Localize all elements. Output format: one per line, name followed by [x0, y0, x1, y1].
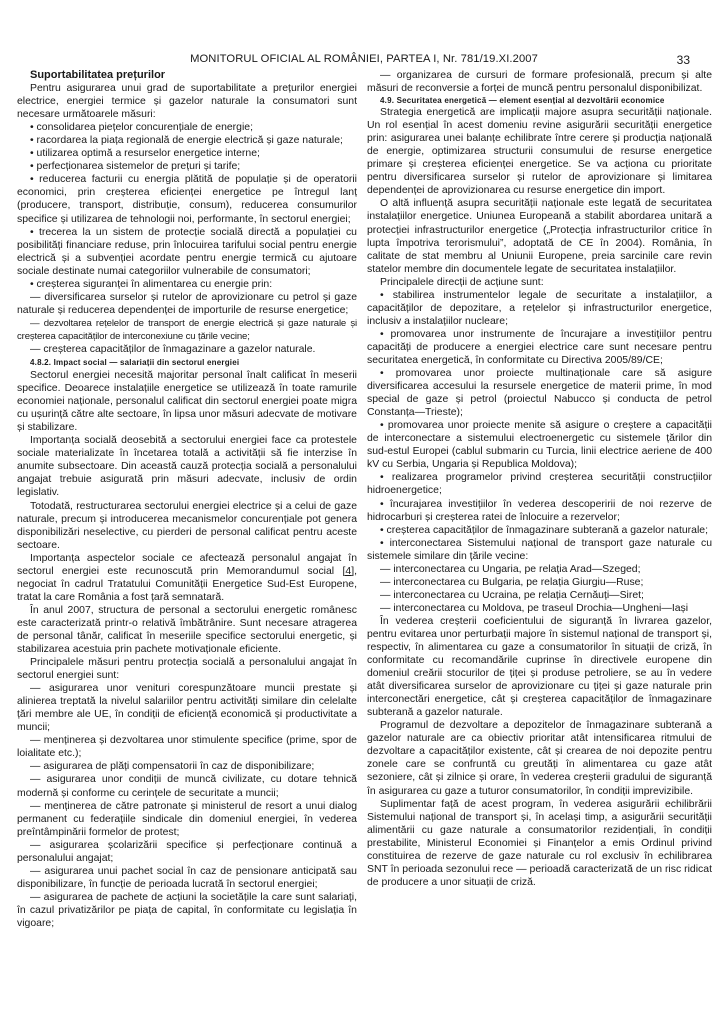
dash-item: — organizarea de cursuri de formare profesională, precum și alte măsuri de reconversie a forței de muncă pentru personalul disponibilizat. [367, 70, 712, 95]
bullet-item: • realizarea programelor privind creșterea securității construcțiilor hidroenergetice; [367, 472, 712, 497]
dash-item: — interconectarea cu Ucraina, pe relația Cernăuți—Siret; [380, 589, 644, 601]
subsection-heading: 4.9. Securitatea energetică — element esențial al dezvoltării economice [380, 96, 665, 106]
paragraph: Sectorul energiei necesită majoritar personal înalt calificat în meserii specifice. Deoarece instalațiile energetice se utilizează în toate ramurile economiei naționale, personalul calificat din sectorul energiei poate migra cu ușurință către alte sectoare, în lipsa unor măsuri adecvate de motivare și stabilizare. [17, 370, 357, 434]
dash-item: — menținerea de către patronate și ministerul de resort a unui dialog permanent cu federațiile sindicale din domeniul energiei, în vederea preîntâmpinării formelor de protest; [17, 800, 357, 838]
dash-item: — interconectarea cu Bulgaria, pe relația Giurgiu—Ruse; [380, 576, 644, 588]
right-column [367, 69, 712, 889]
dash-item: — interconectarea cu Ungaria, pe relația Arad—Szeged; [380, 563, 641, 575]
paragraph: Pentru asigurarea unui grad de suportabilitate a prețurilor energiei electrice, energiei termice și gazelor naturale la consumatori sunt necesare următoarele măsuri: [17, 83, 357, 121]
bullet-item: • perfecționarea sistemelor de prețuri și tarife; [30, 161, 241, 173]
dash-item: — dezvoltarea rețelelor de transport de energie electrică și gaze naturale și creșterea capacităților de interconexiune cu țările vecine; [17, 317, 357, 342]
page-number: 33 [676, 53, 690, 67]
bullet-item: • creșterea siguranței în alimentarea cu energie prin: [30, 278, 273, 290]
paragraph: În vederea creșterii coeficientului de siguranță în livrarea gazelor, pentru evitarea unor perturbații majore în sistemul național de transport și, respectiv, în alimentarea cu gaze a consumatorilor în situații de criză, în conformitate cu recomandările cuprinse în directivele europene din domeniul creării stocurilor de țiței și produse petroliere, se au în vedere atât diversificarea surselor de aprovizionare cu țiței și gaze naturale prin interconectări energetice, cât și creșterea capacităților de înmagazinare subterană a gazelor naturale. [367, 615, 712, 719]
publication-title: MONITORUL OFICIAL AL ROMÂNIEI, PARTEA I, Nr. 781/19.XI.2007 [190, 53, 538, 65]
dash-item: — asigurarea unui pachet social în caz de pensionare anticipată sau disponibilizare, în funcție de perioada lucrată în sectorul energiei; [17, 865, 357, 890]
paragraph: În anul 2007, structura de personal a sectorului energetic românesc este caracterizată printr-o relativă îmbătrânire. Sunt necesare atragerea de personal tânăr, calificat în meseriile specifice sectorului energetic, și stabilizarea acestuia prin pachete motivaționale eficiente. [17, 604, 357, 656]
paragraph: Principalele măsuri pentru protecția socială a personalului angajat în sectorul energiei sunt: [17, 657, 357, 682]
bullet-item: • promovarea unor instrumente de încurajare a investițiilor pentru capacități de producere a energiei electrice care sunt necesare pentru securitatea energetică, în conformitate cu Directiva 2005/89/CE; [367, 328, 712, 366]
bullet-item: • promovarea unor proiecte multinaționale care să asigure diversificarea accesului la resursele energetice de materii prime, în mod special de gaze și petrol (proiectul Nabucco și conducta de petrol Constanța—Trieste); [367, 368, 712, 419]
dash-item: — diversificarea surselor și rutelor de aprovizionare cu petrol și gaze naturale și reducerea dependenței de importurile de resurse energetice; [17, 291, 357, 316]
paragraph: Principalele direcții de acțiune sunt: [380, 276, 544, 288]
dash-item: — menținerea și dezvoltarea unor stimulente specifice (prime, spor de loialitate etc.); [17, 735, 357, 760]
paragraph [17, 552, 357, 604]
dash-item: — asigurarea școlarizării specifice și perfecționare continuă a personalului angajat; [17, 839, 357, 864]
paragraph: Totodată, restructurarea sectorului energiei electrice și a celui de gaze naturale, precum și introducerea mecanismelor concurențiale pot genera disponibilizări neselective, cu pierderi de personal calificat pentru aceste sectoare. [17, 500, 357, 551]
bullet-item: • creșterea capacităților de înmagazinare subterană a gazelor naturale; [380, 524, 708, 536]
paragraph: Importanța socială deosebită a sectorului energiei face ca protestele sociale materializate în încetarea totală a activității să fie interzise în anumite subsectoare. Din această cauză protecția socială a personalului angajat trebuie asigurată prin măsuri adecvate, inclusiv de ordin legislativ. [17, 435, 357, 499]
dash-item: — asigurarea unor condiții de muncă civilizate, cu dotare tehnică modernă și conforme cu cerințele de securitate a muncii; [17, 774, 357, 799]
paragraph: O altă influență asupra securității naționale este legată de securitatea instalațiilor energetice. Uniunea Europeană a stabilit abordarea unitară a protecției infrastructurilor energetice („Protecția infrastructurilor critice în lupta împotriva terorismului”, adoptată de CE în 2004). România, în calitate de stat membru al Uniunii Europene, preia sarcinile care revin statelor membre din documentele legate de securitatea instalațiilor. [367, 198, 712, 275]
bullet-item: • stabilirea instrumentelor legale de securitate a instalațiilor, a capacităților de depozitare, a rețelelor și infrastructurilor energetice, inclusiv a instalațiilor nucleare; [367, 289, 712, 327]
dash-item: — interconectarea cu Moldova, pe traseul Drochia—Ungheni—Iași [380, 602, 689, 614]
bullet-item: • utilizarea optimă a resurselor energetice interne; [30, 148, 260, 160]
dash-item: — asigurarea de pachete de acțiuni la societățile la care sunt salariați, în cazul privatizărilor pe piața de capital, în conformitate cu legislația în vigoare; [17, 891, 357, 929]
bullet-item: • racordarea la piața regională de energie electrică și gaze naturale; [30, 135, 343, 147]
paragraph-text: , negociat în cadrul Tratatului Comunității Energetice Sud-Est Europene, tratat la care România a fost țară semnatară. [17, 565, 357, 603]
bullet-item: • interconectarea Sistemului național de transport gaze naturale cu sistemele similare din țările vecine: [367, 537, 712, 562]
reference-link[interactable]: [4] [342, 565, 355, 577]
bullet-item: • trecerea la un sistem de protecție socială directă a populației cu posibilități financiare reduse, prin înlocuirea tarifului social pentru energie electrică și a subvenției acordate pentru energie termică cu ajutoare sociale destinate numai categoriilor vulnerabile de consumatori; [17, 226, 357, 277]
dash-item: — creșterea capacităților de înmagazinare a gazelor naturale. [30, 343, 316, 355]
section-heading: Suportabilitatea prețurilor [30, 69, 166, 81]
paragraph: Programul de dezvoltare a depozitelor de înmagazinare subterană a gazelor naturale are ca obiectiv prioritar atât intensificarea ritmului de dezvoltare a capacităților existente, cât și crearea de noi depozite pentru zonele care se confruntă cu greutăți în alimentarea cu gaze atât sezoniere, cât și zilnice și orare, în vederea creșterii gradului de siguranță în asigurarea cu gaze a tuturor consumatorilor, în condiții imprevizibile. [367, 720, 712, 797]
left-column [17, 69, 357, 930]
bullet-item: • încurajarea investițiilor în vederea descoperirii de noi rezerve de hidrocarburi și creșterea ratei de înlocuire a rezervelor; [367, 498, 712, 523]
bullet-item: • promovarea unor proiecte menite să asigure o creștere a capacității de interconectare a sistemului electroenergetic cu sistemele țărilor din sud-estul Europei (cablul submarin cu Turcia, linii electrice aeriene de 400 kV cu Serbia, Ungaria și Republica Moldova); [367, 420, 712, 471]
page-header [18, 53, 710, 69]
subsection-heading: 4.8.2. Impact social — salariații din sectorul energiei [30, 358, 240, 368]
paragraph: Suplimentar față de acest program, în vederea asigurării echilibrării Sistemului național de transport și, în același timp, a asigurării securității alimentării cu gaze naturale a consumatorilor rezidențiali, în condiții prestabilite, Ministerul Economiei și Finanțelor a emis Ordinul privind constituirea de rezerve de gaze naturale cu rol exclusiv în echilibrarea SNT în perioada sezonului rece — perioadă caracterizată de un risc ridicat de producere a unor situații de criză. [367, 798, 712, 888]
dash-item: — asigurarea unor venituri corespunzătoare muncii prestate și alinierea treptată la nivelul salariilor pentru activități similare din celelalte țări membre ale UE, în condiții de eficiență economică și productivitate a muncii; [17, 683, 357, 734]
bullet-item: • reducerea facturii cu energia plătită de populație și de operatorii economici, prin creșterea eficienței energetice pe întregul lanț (producere, transport, distribuție, consum), reducerea consumurilor specifice și utilizarea de tehnologii noi, performante, în sectorul energiei; [17, 174, 357, 225]
dash-item: — asigurarea de plăți compensatorii în caz de disponibilizare; [30, 761, 315, 773]
paragraph: Strategia energetică are implicații majore asupra securității naționale. Un rol esențial în acest domeniu revine asigurării securității energetice prin: asigurarea unei balanțe echilibrate între cerere și producția națională de energie, optimizarea structurii consumului de resurse energetice primare și creșterea eficienței energetice. Se va acționa cu prioritate pentru diversificarea surselor și rutelor de aprovizionare și limitarea dependenței de aprovizionarea cu resurse energetice din import. [367, 107, 712, 197]
bullet-item: • consolidarea piețelor concurențiale de energie; [30, 122, 253, 134]
paragraph-text: Importanța aspectelor sociale ce afectează personalul angajat în sectorul energiei este recunoscută prin Memorandumul social [17, 552, 357, 577]
